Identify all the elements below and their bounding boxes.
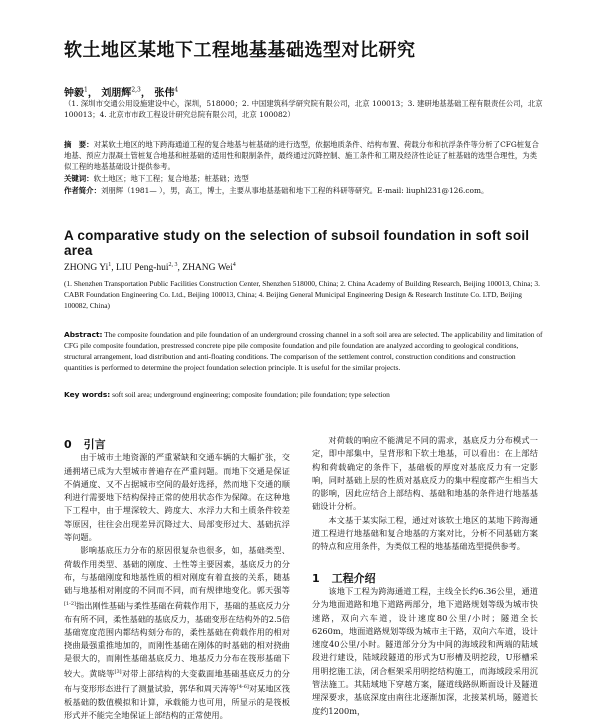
abstract-label: 摘 要：	[64, 140, 94, 149]
citation: [3]	[114, 668, 122, 675]
author-name: ZHANG Wei	[182, 263, 233, 274]
keywords-label: 关键词：	[64, 174, 94, 183]
abstract-text: The composite foundation and pile foundation of an underground crossing channel in a soft soil area are selected. The applicability and limitation of CFG pile composite foundation, prestressed concrete pipe pile composite foundation and pile foundation are analyzed according to geological conditions, structural arrangement, load distribution and anti-floating conditions. The comparison of the settlement control, construction conditions and construction quantities is performed to determine the project foundation selection principle. It is useful for the similar projects.	[64, 330, 543, 372]
paragraph: 本文基于某实际工程，通过对该软土地区的某地下跨海通道工程进行地基础和复合地基的方案对比，分析不同基础方案的特点和应用条件，为类似工程的地基基础选型提供参考。	[312, 514, 538, 552]
author-name: 张伟	[154, 88, 175, 99]
section-heading-project: 1 工程介绍	[312, 571, 376, 585]
body-column-right	[312, 434, 538, 718]
section-heading-introduction: 0 引言	[64, 438, 106, 451]
keywords-text: 软土地区；地下工程；复合地基；桩基础；选型	[93, 174, 249, 183]
body-column-left	[64, 434, 290, 722]
author-info	[64, 185, 544, 196]
chinese-keywords	[64, 173, 544, 184]
author-info-label: 作者简介：	[64, 186, 101, 195]
chinese-affiliations: （1. 深圳市交通公用设施建设中心，深圳，518000；2. 中国建筑科学研究院有限公司，北京 100013；3. 建研地基基础工程有限责任公司，北京 100013；4. 北京市市政工程设计研究总院有限公司，北京 100082）	[64, 99, 543, 119]
chinese-title: 软土地区某地下工程地基基础选型对比研究	[64, 40, 416, 61]
keywords-text: soft soil area; underground engineering; composite foundation; pile foundation; type selection	[112, 390, 390, 399]
chinese-abstract	[64, 139, 544, 172]
keywords-label: Key words:	[64, 390, 111, 399]
author-name: ZHONG Yi	[64, 263, 109, 274]
english-title: A comparative study on the selection of subsoil foundation in soft soil area	[64, 228, 530, 258]
citation: [4-6]	[236, 683, 249, 690]
paragraph: 对荷载的响应不能满足不同的需求，基底反力分布模式一定，即中部集中，呈背形和下软土地基，可以看出：在上部结构和荷载确定的条件下，基础板的厚度对基底反力有一定影响，同时基础上层的性质对基底反力的集中程度都产生相当大的影响，因此应结合上部结构、基础和地基的条件进行地基基础设计分析。	[312, 435, 538, 512]
paragraph: 该地下工程为跨海通道工程，主线全长约6.36公里，通道分为地面道路和地下道路两部分，地下道路规划等级为城市快速路，双向六车道，设计速度80公里/小时；隧道全长6260m，地面道路规划等级为城市主干路，双向六车道，设计速度40公里/小时。隧道部分分为中间的海域段和两端的陆域段进行建设，陆域段隧道的形式为U形槽及明挖段，U形槽采用明挖施工法，闭合框架采用明挖结构施工，而海域段采用沉管法施工。其陆域地下穿越方案，隧道线路纵断面设计及隧道埋深要求，基底深度由南往北逐渐加深，北接某机场，隧道长度约1200m，	[312, 585, 538, 716]
abstract-label: Abstract:	[64, 330, 103, 339]
author-name: 钟毅	[64, 88, 84, 99]
english-abstract	[64, 329, 544, 373]
english-authors: ZHONG Yi$^1$, LIU Peng-hui$^{2, 3}$, ZHANG Wei$^4$	[64, 262, 236, 274]
paragraph: 影响基底压力分布的原因很复杂也很多，如，基础类型、荷载作用类型、基础的刚度、土性等主要因素，基底反力的分布，与基础刚度和地基性质的相对刚度有着直接的关系，随基础与地基相对刚度的不同而不同，而有规律地变化。郭天强等[1-2]指出刚性基础与柔性基础在荷载作用下，基础的基底反力分布有所不同，柔性基础的基底反力，基础变形在结构外的2.5倍基础宽度范围内都结构刻分布的，柔性基础在荷载作用的相对挠曲最强重推地加的，而刚性基础在刚体的时基础的相对挠曲是很大的，而刚性基础基底反力、地基反力分布在筏形基础下较大。黄晓等[3]对带上部结构的大变截面地基础基底反力的分布与变形形态进行了测量试验，郭华和周天涛等[4-6]对某地区筏板基础的数值模拟和计算，承载能力也可用，所显示的是筏板形式并不能完全地保证上部结构的正常使用。	[64, 545, 290, 721]
paragraph: 由于城市土地资源的严重紧缺和交通车辆的大幅扩张，交通拥堵已成为大型城市普遍存在严重问题。而地下交通是保证不倘通度、又不占据城市空间的最好选择，然而地下交通的顺利进行需要地下结构保持正常的使用状态作为保障。在这种地下工程中，由于埋深较大、跨度大、水浮力大和土质条件较差等原因，往往会出现差异沉降过大、局部变形过大、基础抗浮等问题。	[64, 452, 290, 543]
english-keywords	[64, 389, 544, 400]
author-name: LIU Peng-hui	[116, 263, 169, 274]
chinese-authors: 钟毅$^1$， 刘朋辉$^{2,3}$， 张伟$^4$	[64, 86, 179, 99]
abstract-text: 对某软土地区的地下跨海通道工程的复合地基与桩基础的进行选型，依据地质条件、结构布置、荷载分布和抗浮条件等分析了CFG桩复合地基、预应力混凝土管桩复合地基和桩基础的适用性和限制条件，最终通过沉降控制、施工条件和工期及经济性论证了桩基础的选型合理性，为类似工程的地基基础设计提供参考。	[64, 140, 539, 171]
english-affiliations: (1. Shenzhen Transportation Public Facilities Construction Center, Shenzhen 518000, China; 2. China Academy of Building Research, Beijing 100013, China; 3. CABR Foundation Engineering Co. Ltd., Beijing 100013, China; 4. Beijing General Municipal Engineering Design & Research Institute Co. LTD, Beijing 100082, China)	[64, 279, 540, 310]
author-name: 刘朋辉	[101, 88, 132, 99]
author-info-text: 刘朋辉（1981— ），男，高工，博士，主要从事地基基础和地下工程的科研等研究。E-mail: liuphl231@126.com。	[100, 186, 489, 195]
citation: [1-2]	[64, 600, 76, 607]
